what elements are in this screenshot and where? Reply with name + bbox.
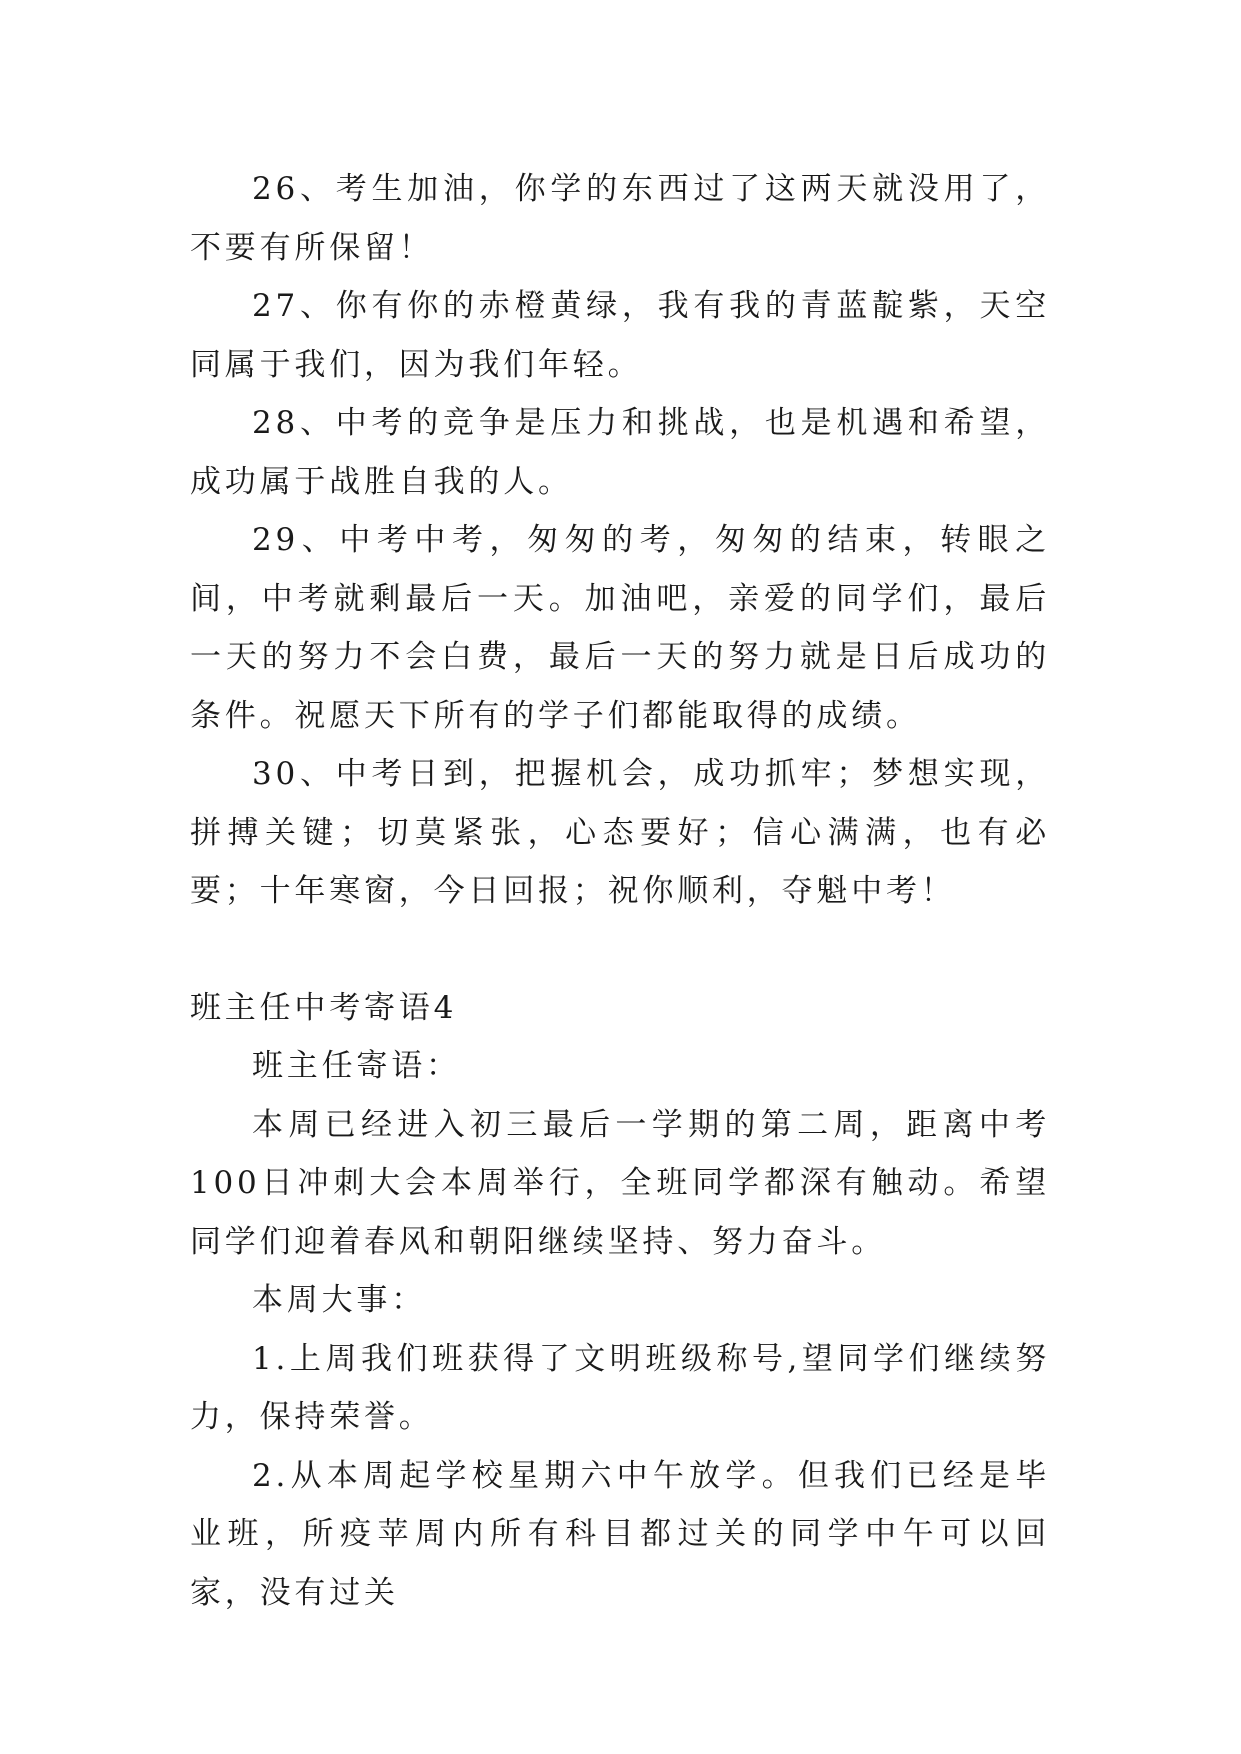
- paragraph-29: 29、中考中考，匆匆的考，匆匆的结束，转眼之间，中考就剩最后一天。加油吧，亲爱的同学们，最后一天的努力不会白费，最后一天的努力就是日后成功的条件。祝愿天下所有的学子们都能取得的成绩。: [190, 522, 1050, 734]
- paragraph-weekly-events-label: 本周大事：: [252, 1282, 426, 1318]
- paragraph-27: 27、你有你的赤橙黄绿，我有我的青蓝靛紫，天空同属于我们，因为我们年轻。: [190, 288, 1050, 383]
- paragraph-26: 26、考生加油，你学的东西过了这两天就没用了，不要有所保留！: [190, 171, 1050, 266]
- section-heading: 班主任中考寄语4: [190, 989, 458, 1026]
- paragraph-teacher-message: 本周已经进入初三最后一学期的第二周，距离中考100日冲刺大会本周举行，全班同学都深有触动。希望同学们迎着春风和朝阳继续坚持、努力奋斗。: [190, 1106, 1050, 1260]
- paragraph-30: 30、中考日到，把握机会，成功抓牢；梦想实现，拼搏关键；切莫紧张，心态要好；信心满满，也有必要；十年寒窗，今日回报；祝你顺利，夺魁中考！: [190, 756, 1050, 909]
- paragraph-event-2: 2.从本周起学校星期六中午放学。但我们已经是毕业班，所疫苹周内所有科目都过关的同学中午可以回家，没有过关: [190, 1457, 1050, 1611]
- paragraph-event-1: 1.上周我们班获得了文明班级称号,望同学们继续努力，保持荣誉。: [190, 1340, 1050, 1435]
- paragraph-teacher-message-label: 班主任寄语：: [252, 1048, 461, 1084]
- paragraph-28: 28、中考的竞争是压力和挑战，也是机遇和希望，成功属于战胜自我的人。: [190, 405, 1050, 500]
- document-body: [190, 160, 1050, 1622]
